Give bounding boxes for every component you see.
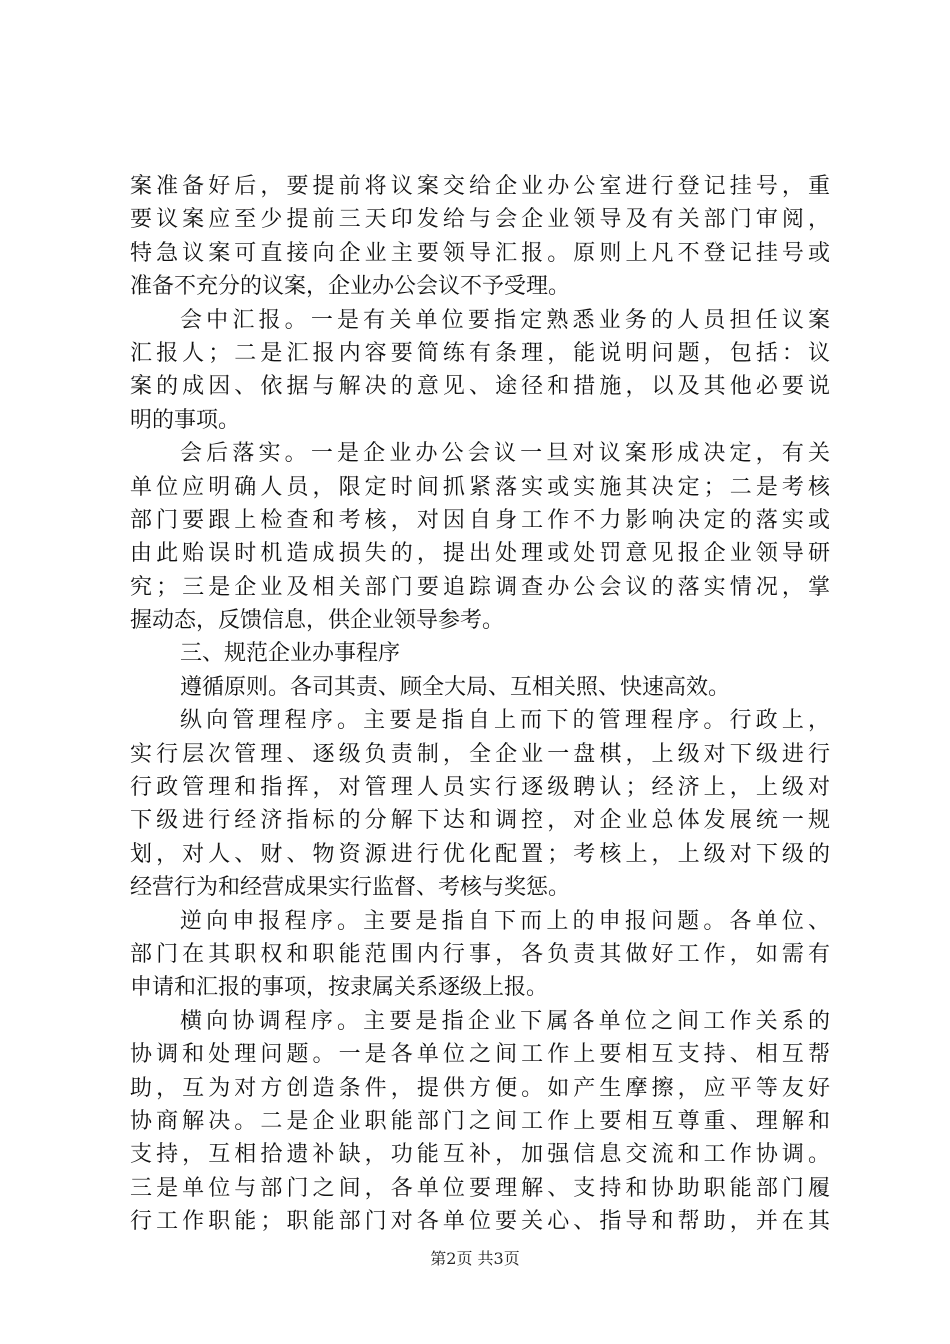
text-line: 案准备好后，要提前将议案交给企业办公室进行登记挂号，重: [130, 174, 830, 199]
text-line: 经营行为和经营成果实行监督、考核与奖惩。: [130, 875, 571, 901]
text-line: 案的成因、依据与解决的意见、途径和措施，以及其他必要说: [130, 374, 830, 400]
text-line: 要议案应至少提前三天印发给与会企业领导及有关部门审阅，: [130, 207, 830, 233]
text-line: 支持，互相拾遗补缺，功能互补，加强信息交流和工作协调。: [130, 1142, 830, 1168]
text-line: 申请和汇报的事项，按隶属关系逐级上报。: [130, 975, 549, 1001]
text-line: 部门在其职权和职能范围内行事，各负责其做好工作，如需有: [130, 941, 830, 967]
text-line: 会后落实。一是企业办公会议一旦对议案形成决定，有关: [180, 441, 830, 467]
text-line: 特急议案可直接向企业主要领导汇报。原则上凡不登记挂号或: [130, 240, 830, 266]
text-line: 下级进行经济指标的分解下达和调控，对企业总体发展统一规: [130, 808, 830, 834]
document-body: [130, 170, 830, 1239]
page-number-footer: 第2页 共3页: [430, 1249, 520, 1268]
text-line: 行工作职能；职能部门对各单位要关心、指导和帮助，并在其: [130, 1209, 830, 1235]
text-line: 遵循原则。各司其责、顾全大局、互相关照、快速高效。: [180, 674, 731, 700]
text-line: 协调和处理问题。一是各单位之间工作上要相互支持、相互帮: [130, 1042, 830, 1068]
text-line: 由此贻误时机造成损失的，提出处理或处罚意见报企业领导研: [130, 541, 830, 567]
section-heading: 三、规范企业办事程序: [180, 641, 401, 667]
text-line: 汇报人；二是汇报内容要简练有条理，能说明问题，包括：议: [130, 340, 830, 366]
text-line: 划，对人、财、物资源进行优化配置；考核上，上级对下级的: [130, 841, 830, 867]
text-line: 准备不充分的议案，企业办公会议不予受理。: [130, 274, 571, 300]
text-line: 横向协调程序。主要是指企业下属各单位之间工作关系的: [180, 1008, 830, 1034]
text-line: 明的事项。: [130, 407, 241, 433]
text-line: 握动态，反馈信息，供企业领导参考。: [130, 608, 505, 634]
text-line: 助，互为对方创造条件，提供方便。如产生摩擦，应平等友好: [130, 1075, 830, 1101]
text-line: 单位应明确人员，限定时间抓紧落实或实施其决定；二是考核: [130, 474, 830, 500]
text-line: 协商解决。二是企业职能部门之间工作上要相互尊重、理解和: [130, 1108, 830, 1134]
text-line: 纵向管理程序。主要是指自上而下的管理程序。行政上，: [180, 708, 830, 734]
text-line: 部门要跟上检查和考核，对因自身工作不力影响决定的落实或: [130, 507, 830, 533]
text-line: 会中汇报。一是有关单位要指定熟悉业务的人员担任议案: [180, 307, 830, 333]
text-line: 行政管理和指挥，对管理人员实行逐级聘认；经济上，上级对: [130, 775, 830, 801]
text-line: 究；三是企业及相关部门要追踪调查办公会议的落实情况，掌: [130, 574, 830, 600]
text-line: 逆向申报程序。主要是指自下而上的申报问题。各单位、: [180, 908, 830, 934]
text-line: 三是单位与部门之间，各单位要理解、支持和协助职能部门履: [130, 1175, 830, 1201]
text-line: 实行层次管理、逐级负责制，全企业一盘棋，上级对下级进行: [130, 741, 830, 767]
